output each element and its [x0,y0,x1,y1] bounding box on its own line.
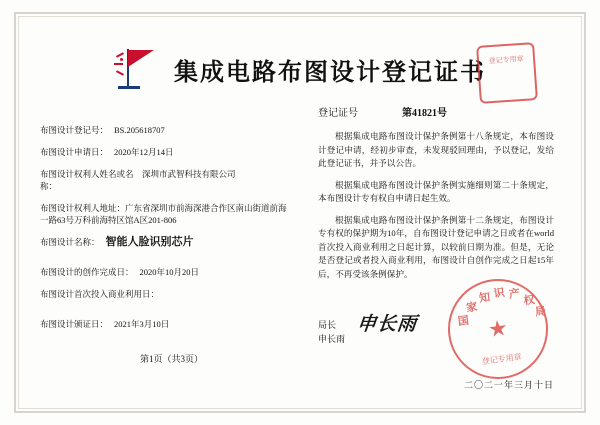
field-label: 布图设计名称： [40,237,100,247]
seal-arc-text: 国 家 知 识 产 权 局 [457,286,547,329]
field-value: 2021年3月10日 [114,319,170,329]
five-point-star-icon: ★ [486,314,510,343]
handwritten-signature: 申长雨 [356,314,419,335]
national-emblem-flag-icon [114,48,168,90]
field-design-registration-number [40,124,292,136]
field-label: 布图设计首次投入商业利用日： [40,289,160,299]
top-red-seal: 登记专用章 [476,42,538,104]
column-divider [300,110,301,360]
field-design-name [40,236,292,248]
signature-block [318,314,419,346]
registration-number-value: 第41821号 [402,108,447,119]
signature-title-line1: 局长 [318,320,337,330]
field-label: 布图设计权利人姓名或名称： [40,169,134,191]
field-label: 布图设计申请日： [40,147,109,157]
field-label: 布图设计登记号： [40,125,109,135]
legal-paragraph: 根据集成电路布图设计保护条例第十八条规定，本布图设计登记申请，经初步审查，未发现驳回理由，予以登记，发给此登记证书，并予以公告。 [318,131,554,168]
field-value: 智能人脸识别芯片 [105,236,194,248]
legal-text-column [318,130,554,289]
field-first-commercial-use-date [40,288,292,300]
official-round-seal [442,273,553,384]
field-value: 深圳市武智科技有限公司 [142,169,236,179]
registration-number-row [318,104,447,119]
page-title: 集成电路布图设计登记证书 [174,59,486,86]
signature-title [318,318,345,346]
field-application-date [40,146,292,158]
field-value: BS.205618707 [114,125,165,135]
field-rights-holder-address [40,202,292,226]
field-label: 布图设计的创作完成日： [40,267,134,277]
field-label: 布图设计权利人地址： [40,203,126,213]
legal-paragraph: 根据集成电路布图设计保护条例第十二条规定，布图设计专有权的保护期为10年，自布图设计登记申请之日或者在world首次投入商业利用之日起计算，以较前日期为准。但是，无论是否登记或者投入商业利用，布图设计自创作完成之日起15年后，不再受该条例保护。 [318,214,554,279]
registration-number-label: 登记证号 [318,108,358,119]
signature-title-line2: 申长雨 [318,334,346,344]
details-column [40,124,292,340]
field-issue-date [40,318,292,330]
issue-date-line: 二〇二一年三月十日 [463,380,554,390]
field-value: 广东省深圳市前海深港合作区南山街道前海一路63号万科前海特区馆A区201-806 [40,203,287,225]
field-value: 2020年12月14日 [114,147,174,157]
field-value: 2020年10月20日 [139,267,200,277]
field-creation-date [40,266,292,278]
seal-bottom-text: 登记专用章 [481,352,523,367]
field-rights-holder [40,168,292,192]
field-label: 布图设计颁证日： [40,319,109,329]
page-number: 第1页（共3页） [140,354,204,364]
legal-paragraph: 根据集成电路布图设计保护条例实施细则第二十条规定，本布图设计专有权自申请日起生效。 [318,179,554,203]
